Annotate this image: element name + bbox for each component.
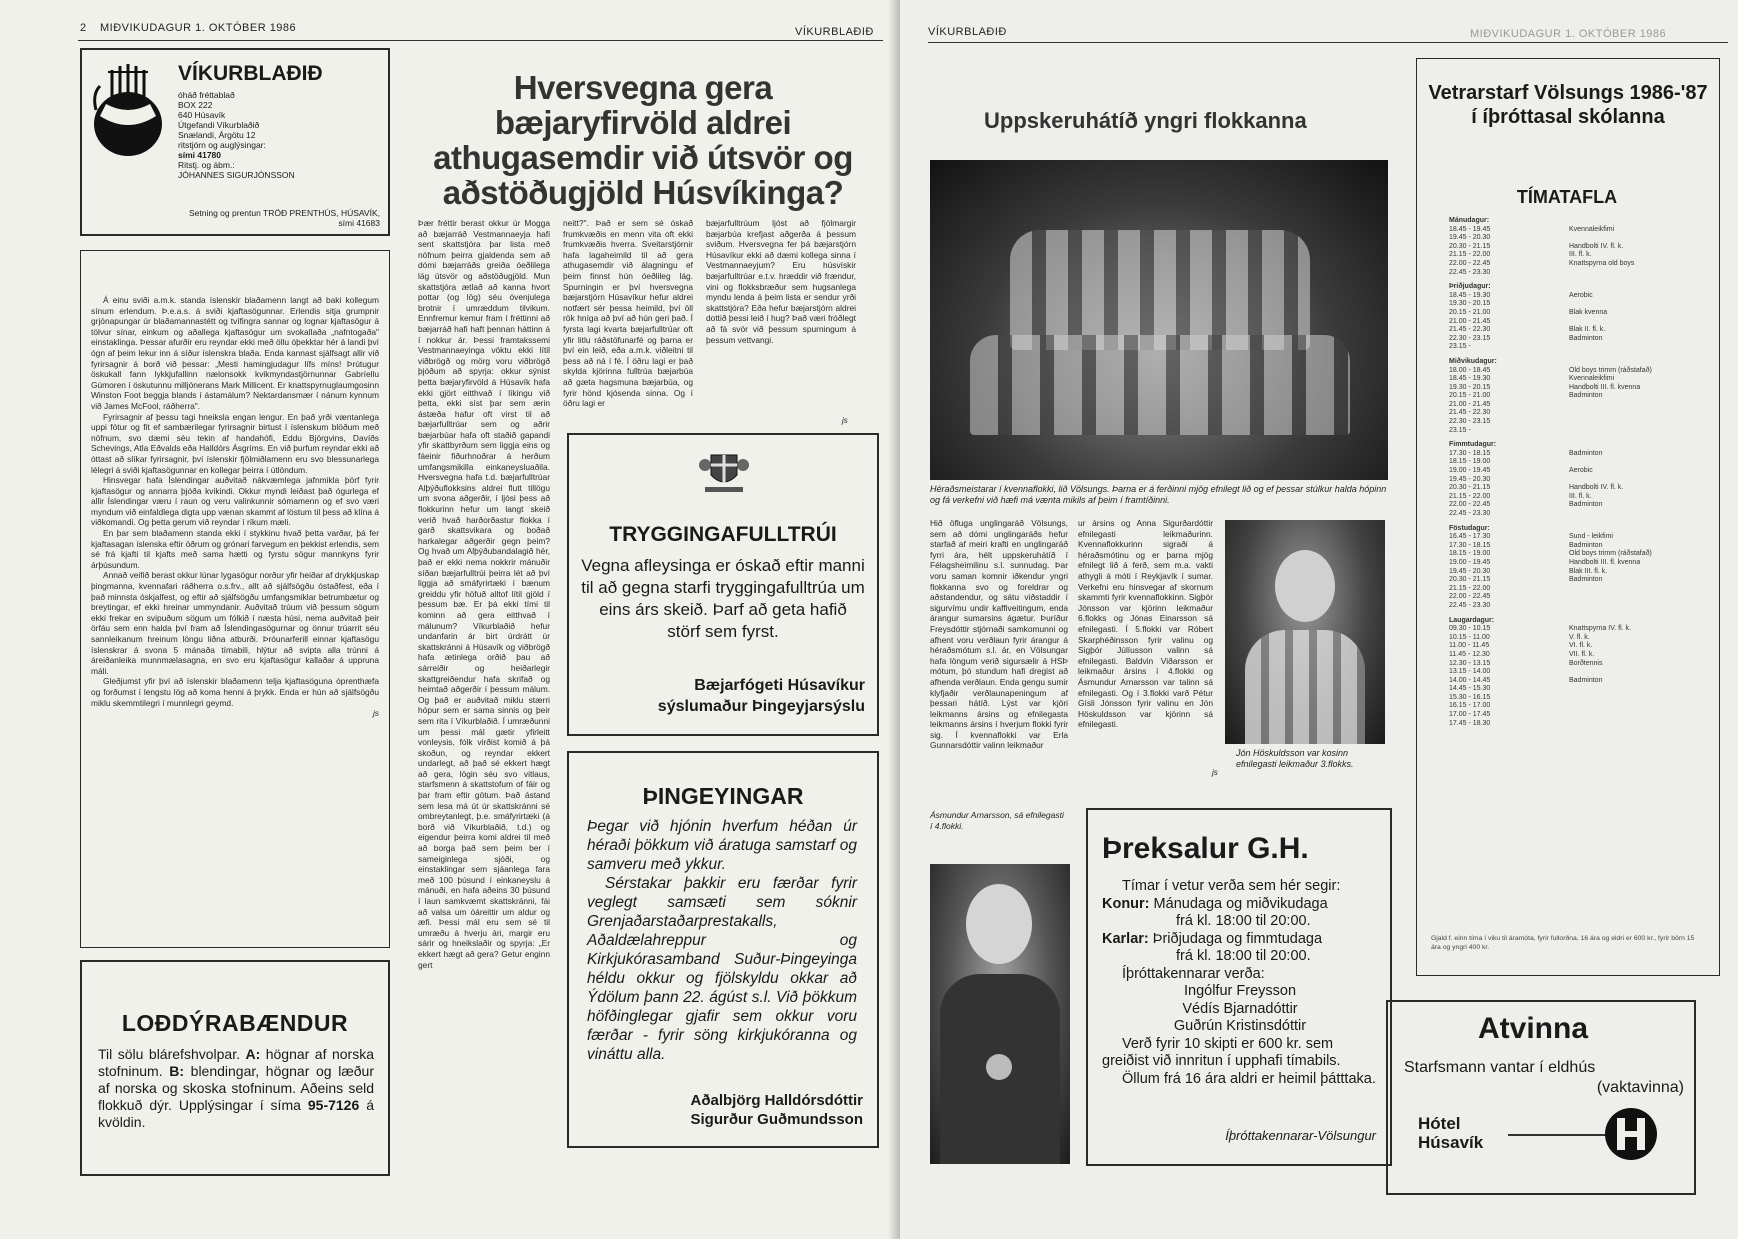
schedule-activity: Aerobic xyxy=(1569,467,1593,475)
lodyr-a: A: xyxy=(245,1046,261,1062)
team-photo-caption: Héraðsmeistarar í kvennaflokki, lið Völsungs. Þarna er á ferðinni mjög efnilegt lið og ef þessar stúlkur halda hópinn og fá verkefni við hæfi má vænta mikils af þeim í framtíðinni. xyxy=(930,484,1387,505)
schedule-time: 12.30 - 13.15 xyxy=(1449,659,1491,667)
threksalur-signature: Íþróttakennarar-Völsungur xyxy=(1225,1128,1376,1143)
konur-time: frá kl. 18:00 til 20:00. xyxy=(1176,913,1311,929)
trygging-signature xyxy=(658,675,865,717)
teachers-list xyxy=(1102,983,1378,1036)
schedule-time: 22.00 - 22.45 xyxy=(1449,259,1491,267)
schedule-time: 20.30 - 21.15 xyxy=(1449,484,1491,492)
schedule-time: 22.45 - 23.30 xyxy=(1449,510,1491,517)
schedule-row xyxy=(1449,392,1699,401)
schedule-time: 17.30 - 18.15 xyxy=(1449,541,1491,549)
schedule-activity xyxy=(1569,300,1689,309)
schedule-time: 22.00 - 22.45 xyxy=(1449,593,1491,601)
trygging-title: TRYGGINGAFULLTRÚI xyxy=(609,523,837,546)
team-photo xyxy=(930,160,1388,480)
editorial-paragraph: Gleðjumst yfir því að íslenskir blaðamenn telja kjaftasöguna óprenthæfa og forðumst í lengstu lög að koma henni á þrykk. Enda er hún að sjálfsögðu miklu skemmtilegri í munnlegri geymd. xyxy=(91,676,379,708)
schedule-time: 14.00 - 14.45 xyxy=(1449,676,1491,684)
schedule-row xyxy=(1449,685,1699,694)
schedule-row xyxy=(1449,602,1699,611)
portrait-jon-face xyxy=(1275,550,1335,622)
schedule-time: 18.45 - 19.30 xyxy=(1449,291,1491,299)
editorial-paragraph: Hinsvegar hafa Íslendingar auðvitað nákvæmlega jafnmikla þörf fyrir kjaftasögur og annarra þjóða kvikindi. Okkur myndi leiðast það ógurlega ef allir Íslendingar væru í raun og veru valinkunnir sómamenn og ef svo væri myndum við einfaldlega digta upp vænan skammt af löstum til þess að klína á viðkomandi. Og þetta gerum við reyndar í ríkum mæli. xyxy=(91,475,379,528)
editorial-paragraph: En þar sem blaðamenn standa ekki í stykkinu hvað þetta varðar, þá fer kjaftasagan íslenska eftir öðrum og grónari farvegum en þekkist erlendis, sem sé frá kjafti til kjafts með sama hætti og fyrstu sögur mannkyns fyrir árþúsundum. xyxy=(91,528,379,570)
schedule-activity: Handbolti III. fl. kvenna xyxy=(1569,383,1641,391)
schedule-row xyxy=(1449,260,1699,269)
schedule-time: 19.30 - 20.15 xyxy=(1449,383,1491,391)
schedule-row xyxy=(1449,660,1699,669)
teachers-intro: Íþróttakennarar verða: xyxy=(1122,965,1265,982)
schedule-time: 20.15 - 21.00 xyxy=(1449,392,1491,400)
schedule-activity xyxy=(1569,602,1689,611)
schedule-activity: Blak III. fl. k. xyxy=(1569,567,1608,575)
schedule-activity xyxy=(1569,318,1689,327)
thingeyingar-body xyxy=(587,817,857,1064)
editorial-signature: js xyxy=(372,708,379,719)
editorial-paragraph: Á einu sviði a.m.k. standa íslenskir blaðamenn langt að baki kollegum sínum erlendum. Þ.e.a.s. á sviði kjaftasögunnar. Erlendis sitja grumpnir grjónapungar úr blaðamannastétt og tvífingra sannar og lognar kjaftasögur á tölvur sínar, einkum og aðallega kjaftasögur um svokallaða „nafntogaða" einstaklinga. Þessar afurðir eru reyndar ekki með öllu óþekktar hér á landi því ógn af þeim lekur inn á síður íslenskra blaða. Enda kannast sjálfsagt allir við fyrirsagnir á borð við þessar: „Mesti hamingjudagur lífs míns! Þrútugur öskukall fann lykkjufallinn nælonsokk kvikmyndastjörnunnar Gabríellu Gúmoren í öskutunnu milljónerans Mark Millicent. Er knattspyrnuglaumgosinn Winston Foot beggja blands í ástamálum? Nektardansmær í nánum kynnum við James McFool, ráðherra". xyxy=(91,295,379,411)
schedule-activity xyxy=(1569,585,1689,594)
schedule-time: 19.45 - 20.30 xyxy=(1449,567,1491,575)
schedule-row xyxy=(1449,510,1699,519)
schedule-row xyxy=(1449,367,1699,376)
hotel-rule xyxy=(1508,1134,1608,1136)
lodyr-b: B: xyxy=(169,1063,185,1079)
schedule-row xyxy=(1449,642,1699,651)
schedule-activity xyxy=(1569,343,1689,352)
hotel-logo-icon xyxy=(1603,1106,1659,1162)
schedule-time: 09.30 - 10.15 xyxy=(1449,625,1491,633)
schedule-row xyxy=(1449,234,1699,243)
schedule-row xyxy=(1449,309,1699,318)
lodyr-title: LOÐDÝRABÆNDUR xyxy=(121,1010,349,1036)
konur-days: Mánudaga og miðvikudaga xyxy=(1153,895,1328,912)
schedule-activity xyxy=(1569,720,1689,729)
threksalur-intro: Tímar í vetur verða sem hér segir: xyxy=(1122,878,1341,894)
timatafla-title: TÍMATAFLA xyxy=(1516,187,1618,207)
left-header-rule xyxy=(78,40,883,41)
schedule-time: 19.45 - 20.30 xyxy=(1449,234,1491,242)
hotel-line1: Hótel xyxy=(1418,1114,1461,1133)
printer-line: Setning og prentun TRÖÐ PRENTHÚS, HÚSAVÍK, xyxy=(188,208,380,218)
hotel-name xyxy=(1418,1114,1483,1152)
schedule-row xyxy=(1449,458,1699,467)
schedule-row xyxy=(1449,625,1699,634)
schedule-time: 22.00 - 22.45 xyxy=(1449,501,1491,509)
schedule-activity xyxy=(1569,476,1689,485)
portrait-jon xyxy=(1225,520,1385,744)
schedule-row xyxy=(1449,720,1699,729)
schedule-time: 21.45 - 22.30 xyxy=(1449,326,1491,334)
main-article-col2: neitt?". Það er sem sé óskað frumkvæðis en menn vita oft ekki frumkvæðis hverra. Sveitarstjórnir hafa lagaheimild til að gera athugasemdir við álagningu ef þeim finnst hún óeðlileg lág. Spurningin er því hversvegna bæjarstjórn Húsavíkur hefur aldrei notfært sér þessa heimild, því öll rök hníga að því að hún geri það. Í fyrsta lagi kvarta bæjarfulltrúar oft yfir litlu ráðstöfunarfé og þarna er því ein leið, eða a.m.k. viðleitni til þess að ná í fé. Í öðru lagi er það skylda kjörinna fulltrúa bæjarbúa að gæta hagsmuna bæjarbúa, og fyrir hönd kjósenda sinna. Og í öðru lagi er xyxy=(563,218,693,409)
schedule-activity: III. fl. k. xyxy=(1569,492,1592,500)
schedule-row xyxy=(1449,476,1699,485)
masthead-line: Útgefandi Víkurblaðið xyxy=(178,120,260,130)
schedule-time: 20.15 - 21.00 xyxy=(1449,308,1491,316)
schedule-activity xyxy=(1569,593,1689,602)
schedule-activity: Badminton xyxy=(1569,541,1603,549)
schedule-row xyxy=(1449,226,1699,235)
atvinna-body1: Starfsmann vantar í eldhús xyxy=(1404,1059,1596,1076)
thingeyingar-p1: Þegar við hjónin hverfum héðan úr héraði þökkum við áratuga samstarf og samveru með ykkur. xyxy=(587,818,857,873)
schedule-time: 15.30 - 16.15 xyxy=(1449,693,1491,701)
schedule-activity xyxy=(1569,685,1689,694)
printer-phone: sími 41683 xyxy=(338,218,380,228)
lodyr-p2: högnar af norska stofninum. xyxy=(98,1046,374,1079)
right-header-rule xyxy=(928,42,1728,43)
thingeyingar-ad xyxy=(567,751,879,1148)
konur-label: Konur: xyxy=(1102,895,1150,912)
schedule-row xyxy=(1449,300,1699,309)
medal-icon xyxy=(986,1054,1012,1080)
schedule-time: 22.30 - 23.15 xyxy=(1449,334,1491,342)
schedule-row xyxy=(1449,484,1699,493)
schedule-row xyxy=(1449,568,1699,577)
schedule-activity: Old boys trimm (ráðstafað) xyxy=(1569,366,1652,374)
schedule-activity: Aerobic xyxy=(1569,291,1593,299)
schedule-time: 11.00 - 11.45 xyxy=(1449,642,1490,650)
vetrarstarf-title: Vetrarstarf Völsungs 1986-'87 í íþróttasal skólanna xyxy=(1428,82,1708,128)
masthead-box xyxy=(80,48,390,236)
schedule-activity xyxy=(1569,418,1689,427)
schedule-time: 19.00 - 19.45 xyxy=(1449,558,1491,566)
schedule-time: 16.15 - 17.00 xyxy=(1449,702,1491,710)
schedule-row xyxy=(1449,651,1699,660)
schedule-row xyxy=(1449,292,1699,301)
schedule-row xyxy=(1449,343,1699,352)
karlar-days: Þriðjudaga og fimmtudaga xyxy=(1152,930,1323,947)
schedule-activity: Old boys trimm (ráðstafað) xyxy=(1569,550,1652,558)
schedule-time: 21.15 - 22.00 xyxy=(1449,492,1491,500)
schedule-row xyxy=(1449,326,1699,335)
masthead-line: ritstjórn og auglýsingar: xyxy=(178,140,266,150)
main-article-col1: Þær fréttir berast okkur úr Mogga að bæjarráð Vestmannaeyja hafi sent skattstjóra þar lista með nöfnum þeirra gjaldenda sem að dómi bæjarráðs greiða óeðlilega lág útsvör og aðstöðugjöld. Mun skattstjóra ætlað að kanna hvort pottar (og lög) séu óvenjulega brotnir í umræddum tilvikum. Ennfremur kemur fram í fréttinni að bæjarráð hafi haft þennan háttinn á í nokkur ár. Þessi framtakssemi Vestmannaeyinga vöktu ekki lítil viðbrögð og mörg voru viðbrögð þjóðum að spyrja: okkur sýnist þetta bæjaryfirvöld á Húsavík hafa ekki gjört eitthvað í líkingu við þetta, ekki síst þar sem ærin ástæða hafur oft virst til að bæjarfulltrúar sem og aðrir bæjarbúar hafa oft staðið gapandi yfir skattbyrðum sem liggja eins og fáeinir fiðurhnoðrar á herðum umfangsmikilla einkaneysluaðila. Hversvegna hafa t.d. bæjarfulltrúar Alþýðuflokksins aldrei flutt tillögu um svona aðgerðir, í ljósi þess að flokkurinn hefur um langt skeið verið hvað harðorðastur flokka í garð skattsvikara og boðað harkalegar aðgerðir gegn þeim? Og hvað um Alþýðubandalagið hér, það er ekki nema nokkrir mánuðir síðan bæjarfulltrúi þeirra lét að því liggja að smáfyrirtæki í bænum greiddu yfir höfuð alltof lítil gjöld í þessum bæ. Er þá ekki tími til kominn að gera eitthvað í málunum? Víkurblaðið hefur undanfarin ár birt úrdrátt úr skattskránni á Húsavík og viðbrögð hafa ætinlega orðið þau að sárreiðir og heiðarlegir skattgreiðendur hafa skrifað og heimtað aðgerðir í þessum málum. Og það er auðvitað miklu stærri hópur sem er sama sinnis og þeir sem rita í Víkurblaðið. Í umræðunni um þessi mál gætir yfirleitt vonleysis, fólk virðist komið á þá skoðun, og reyndar ekkert undarlegt, að það sé ekkert hægt að gera, lögin séu svo vitlaus, starfsmenn á skattstofum of fáir og þar fram eftir götum. Það ástand sem lesa má út úr skattskránni sé ombreytanlegt, þ.e. smáfyrirtæki (á borð við Víkurblaðið, t.d.) og eigendur þeirra komi aldrei til með að borga það sem þeim ber í sameiginlega sjóði, og einstaklingar sem sjáanlega fara með 100 þúsund í einkaneyslu á mánuði, en hafa aðeins 30 þúsund í laun samkvæmt skattskránni, fái að valsa um óáreittir um aldur og æfi. Þessi mál eru sem sé til umræðu á hverju ári, margir eru sárir og hneikslaðir og spyrja: „Er ekkert hægt að gera? Getur enginn gert xyxy=(418,218,550,970)
portrait-asmundur-caption: Ásmundur Arnarsson, sá efnilegasti í 4.flokki. xyxy=(930,810,1064,831)
schedule-row xyxy=(1449,694,1699,703)
viking-ship-logo xyxy=(90,64,166,158)
schedule-time: 23.15 - xyxy=(1449,343,1471,351)
schedule-time: 18.15 - 19.00 xyxy=(1449,458,1491,466)
schedule-activity: Handbolti IV. fl. k. xyxy=(1569,484,1624,492)
schedule-time: 22.45 - 23.30 xyxy=(1449,268,1491,276)
schedule-time: 16.45 - 17.30 xyxy=(1449,533,1491,541)
teacher-name: Ingólfur Freysson xyxy=(1183,983,1297,999)
schedule-time: 20.30 - 21.15 xyxy=(1449,576,1491,584)
portrait-asmundur xyxy=(930,864,1070,1164)
schedule-time: 21.00 - 21.45 xyxy=(1449,317,1491,325)
schedule-time: 18.00 - 18.45 xyxy=(1449,366,1491,374)
schedule-time: 17.00 - 17.45 xyxy=(1449,711,1491,719)
schedule-row xyxy=(1449,668,1699,677)
atvinna-ad xyxy=(1386,1000,1696,1195)
schedule-activity: Kvennaleikfimi xyxy=(1569,225,1615,233)
schedule-table xyxy=(1449,211,1699,728)
trygging-sig1: Bæjarfógeti Húsavíkur xyxy=(694,677,865,694)
threksalur-price: Verð fyrir 10 skipti er 600 kr. sem greiðist við innritun í upphafi tímabils. xyxy=(1102,1035,1341,1069)
schedule-row xyxy=(1449,450,1699,459)
uppskera-col1: Hið öfluga unglingaráð Völsungs, sem að dómi unglingaráðs hefur starfað af meiri krafti en unglingaráð fyrri ára, hélt uppskeruhátíð í Félagsheimilinu s.l. sunnudag. Þar voru saman komnir iðkendur yngri flokkanna svo og foreldrar og aðstandendur, og sátu viðstaddir í sigurvímu undir kaffiveitingum, enda árangur sumarsins ágætur. Þuríður Freysdóttir stjórnaði samkomunni og afhent voru verðlaun fyrir árangur á héraðsmótum s.l. ár, en Völsungar hafa löngum verið sigursælir á HSÞ mótum, þó stundum hafi dregist að afhenda verðlaun. Enda gengu sumir klyfjaðir verðlaunapeningum af þessari hátíð. Lýst var kjöri leikmanns ársins og efnilegasta leikmanns ársins í hverjum flokki fyrir sig. Í kvennaflokki var Erla Gunnarsdóttir valinn leikmaður xyxy=(930,518,1068,751)
thingeyingar-p2: Sérstakar þakkir eru færðar fyrir veglegt samsæti sem sóknir Grenjaðarstaðarprestakalls, Aðaldælahreppur og Kirkjukórasamband Suður-Þingeyinga héldu okkur og fjölskyldu okkar að Ýdölum þann 22. ágúst s.l. Við þökkum höfðinglegar gjafir sem okkur voru færðar - fyrir söng kirkjukóranna og vináttu alla. xyxy=(587,875,857,1063)
schedule-activity: Badminton xyxy=(1569,449,1603,457)
schedule-row xyxy=(1449,576,1699,585)
schedule-time: 14.45 - 15.30 xyxy=(1449,685,1491,693)
schedule-time: 20.30 - 21.15 xyxy=(1449,242,1491,250)
schedule-time: 19.45 - 20.30 xyxy=(1449,475,1491,483)
main-article-signature: js xyxy=(842,416,848,425)
right-page-date: MIÐVIKUDAGUR 1. OKTÓBER 1986 xyxy=(1470,28,1667,40)
schedule-activity: Blak II. fl. k. xyxy=(1569,326,1606,334)
karlar-time: frá kl. 18:00 til 20:00. xyxy=(1176,948,1311,964)
editorial-paragraph: Fyrirsagnir af þessu tagi hneiksla engan lengur. En það yrði væntanlega uppi fótur og fit ef sambærilegar fyrirsagnir birtust í íslenskum blöðum með nöfnum, svo dæmi séu tekin af handahófi, Eddu Björgvins, Davíðs Schevings, Atla Eðvalds eða Halldórs Ásgríms. En við þurfum reyndar ekki að óttast að slíkar fyrirsagnir, því íslenskir fjölmiðlamenn eru svo blessunarlega lélegri á sviði kjaftasögunnar en kollegar þeirra í útlöndum. xyxy=(91,411,379,475)
left-page-date: MIÐVIKUDAGUR 1. OKTÓBER 1986 xyxy=(100,22,297,34)
main-article-col3: bæjarfulltrúum ljóst að fjölmargir bæjarbúa krefjast aðgerða á þessum sviðum. Hversvegna fer þá bæjarstjórn Húsavíkur ekki að dæmi kollega sinna í Vestmannaeyjum? Eru húsvískir bæjarfulltrúar e.t.v. hræddir við frændur, vini og flokksbræður sem hugsanlega myndu lenda á þeim lista er sendur yrði skattstjóra? Eða hefur bæjarstjórn aldrei dottið þessi leið í hug? Það væri fróðlegt að fá svör við þessum spurningum á þessum vettvangi. xyxy=(706,218,856,345)
threksalur-ad xyxy=(1086,808,1392,1166)
schedule-activity xyxy=(1569,711,1689,720)
schedule-time: 18.45 - 19.30 xyxy=(1449,375,1491,383)
lodyr-p3: blendingar, högnar og læður af norska og skoska stofninum. Aðeins seld flokkuð dýr. Upplýsingar í síma xyxy=(98,1063,375,1113)
schedule-activity: Handbolti IV. fl. k. xyxy=(1569,242,1624,250)
schedule-activity xyxy=(1569,694,1689,703)
schedule-activity: Badminton xyxy=(1569,501,1603,509)
schedule-time: 23.15 - xyxy=(1449,426,1471,434)
schedule-time: 17.45 - 18.30 xyxy=(1449,719,1491,727)
lodyrabaendur-ad xyxy=(80,960,390,1176)
schedule-row xyxy=(1449,251,1699,260)
schedule-activity: Badminton xyxy=(1569,334,1603,342)
schedule-row xyxy=(1449,318,1699,327)
schedule-row xyxy=(1449,501,1699,510)
schedule-activity: Knattspyrna old boys xyxy=(1569,259,1635,267)
schedule-activity: Badminton xyxy=(1569,392,1603,400)
schedule-row xyxy=(1449,711,1699,720)
thingeyingar-signature xyxy=(691,1091,864,1129)
schedule-row xyxy=(1449,634,1699,643)
vetrarstarf-footnote: Gjald f. einn tíma í viku til áramóta, fyrir fullorðna, 16 ára og eldri er 600 kr., fyrir börn 15 ára og yngri 400 kr. xyxy=(1431,935,1695,951)
editorial-paragraph: Annað veifið berast okkur lúnar lygasögur norður yfir heiðar af drykkjuskap þingmanna, kvennafari ráðherra o.s.frv., allt að sjálfsögðu óstaðfest, eða í það minnsta óskjalfest, og eftir að sjálfsögðu umfangsmiklar betrumbætur og breytingar, ef ekki hreinar ummyndanir. Auðvitað trúum við þessum sögum ekki frekar en svipuðum sögum um fólkið í næsta húsi, nema auðvitað þeir örfáu sem enn halda því fram að Íslendingasögurnar og önnur trúarrit séu sannleikanum hreinum löngu liðna atburði. Þróunarferill einnar kjaftasögu íslenskrar á svona 5 mánaða tímabili, hlýtur að svipta alla trúnni á áreiðanleika munnmælasagna, en svo eru kjaftasögur kallaðar á uppruna máli. xyxy=(91,570,379,676)
lodyr-p1b: shvolpar. xyxy=(183,1046,240,1062)
atvinna-title: Atvinna xyxy=(1478,1012,1589,1045)
schedule-time: 19.30 - 20.15 xyxy=(1449,300,1491,308)
right-page xyxy=(900,0,1738,1239)
karlar-label: Karlar: xyxy=(1102,930,1149,947)
masthead-line: 640 Húsavík xyxy=(178,110,226,120)
left-running-head: VÍKURBLAÐIÐ xyxy=(795,26,874,38)
masthead-details xyxy=(178,90,295,180)
masthead-line: BOX 222 xyxy=(178,100,213,110)
schedule-row xyxy=(1449,585,1699,594)
vetrarstarf-box xyxy=(1416,58,1720,976)
schedule-day: Miðvikudagur: xyxy=(1449,357,1497,365)
schedule-row xyxy=(1449,335,1699,344)
schedule-activity: Kvennaleikfimi xyxy=(1569,375,1615,383)
schedule-day: Þriðjudagur: xyxy=(1449,283,1491,291)
lodyr-p4: á kvöldin. xyxy=(98,1097,375,1130)
lodyr-phone: 95-7126 xyxy=(307,1097,360,1113)
thingeyingar-sig1: Aðalbjörg Halldórsdóttir xyxy=(690,1092,863,1109)
schedule-activity: VII. fl. k. xyxy=(1569,650,1595,658)
schedule-row xyxy=(1449,533,1699,542)
schedule-time: 18.45 - 19.45 xyxy=(1449,225,1491,233)
schedule-row xyxy=(1449,493,1699,502)
schedule-row xyxy=(1449,384,1699,393)
schedule-activity xyxy=(1569,427,1689,436)
team-back-row xyxy=(1010,230,1310,350)
masthead-printer xyxy=(189,208,380,228)
trygging-ad xyxy=(567,433,879,736)
schedule-row xyxy=(1449,677,1699,686)
schedule-row xyxy=(1449,409,1699,418)
schedule-activity: Borðtennis xyxy=(1569,659,1603,667)
teacher-name: Védís Bjarnadóttir xyxy=(1182,1000,1298,1017)
schedule-row xyxy=(1449,269,1699,278)
editorial-box xyxy=(80,250,390,948)
schedule-row xyxy=(1449,418,1699,427)
thingeyingar-sig2: Sigurður Guðmundsson xyxy=(690,1111,863,1128)
schedule-row xyxy=(1449,467,1699,476)
schedule-time: 13.15 - 14.00 xyxy=(1449,668,1491,676)
uppskera-headline: Uppskeruhátíð yngri flokkanna xyxy=(984,108,1307,133)
schedule-activity xyxy=(1569,401,1689,410)
masthead-line: JÓHANNES SIGURJÓNSSON xyxy=(178,170,295,180)
schedule-day: Laugardagur: xyxy=(1449,616,1495,624)
schedule-row xyxy=(1449,427,1699,436)
schedule-time: 21.15 - 22.00 xyxy=(1449,584,1491,592)
threksalur-body xyxy=(1102,878,1378,1088)
schedule-day: Fimmtudagur: xyxy=(1449,441,1497,449)
threksalur-open: Öllum frá 16 ára aldri er heimil þátttaka. xyxy=(1122,1070,1376,1087)
schedule-time: 10.15 - 11.00 xyxy=(1449,633,1490,641)
schedule-activity: VI. fl. k. xyxy=(1569,642,1593,650)
schedule-time: 18.15 - 19.00 xyxy=(1449,550,1491,558)
schedule-time: 21.45 - 22.30 xyxy=(1449,409,1491,417)
schedule-time: 17.30 - 18.15 xyxy=(1449,449,1491,457)
schedule-activity xyxy=(1569,458,1689,467)
uppskera-col2: ur ársins og Anna Sigurðardóttir efnilegasti leikmaðurinn. Kvennaflokkurinn sigraði á héraðsmótinu og er þarna mjög efnilegt lið á ferð, sem m.a. vakti athygli á móti í Reykjavík í sumar. Verkefni eru hinsvegar af skornum skammti fyrir kvennaflokkinn. Sigþór Jónsson var kjörinn leikmaður 6.flokks og Jónas Einarsson sá efnilegasti. Í 5.flokki var Róbert Skarphéðinsson fyrir valinu og Sigþór Júlíusson valinn sá efnilegasti. Baldvin Viðarsson er leikmaður ársins í 4.flokki og Ásmundur Arnarsson var talinn sá efnilegasti. Og í 3.flokki varð Pétur Gísli Jónsson fyrir valinu en Jón Höskuldsson var kjörinn sá efnilegasti. xyxy=(1078,518,1213,730)
thingeyingar-title: ÞINGEYINGAR xyxy=(642,783,804,809)
schedule-activity: III. fl. k. xyxy=(1569,251,1592,259)
portrait-asmundur-face xyxy=(966,884,1032,964)
masthead-line: sími 41780 xyxy=(178,150,222,160)
trygging-body: Vegna afleysinga er óskað eftir manni til að gegna starfi tryggingafulltrúa um eins árs skeið. Þarf að geta hafið störf sem fyrst. xyxy=(581,556,865,641)
schedule-row xyxy=(1449,559,1699,568)
threksalur-title: Þreksalur G.H. xyxy=(1102,832,1309,865)
portrait-jon-jacket xyxy=(1245,630,1365,744)
teacher-name: Guðrún Kristinsdóttir xyxy=(1173,1018,1307,1034)
schedule-row xyxy=(1449,593,1699,602)
lodyr-body xyxy=(98,1046,374,1131)
schedule-activity: Badminton xyxy=(1569,576,1603,584)
schedule-row xyxy=(1449,550,1699,559)
left-page-number: 2 xyxy=(80,22,87,34)
schedule-time: 22.30 - 23.15 xyxy=(1449,418,1491,426)
schedule-row xyxy=(1449,375,1699,384)
portrait-jon-caption: Jón Höskuldsson var kosinn efnilegasti leikmaður 3.flokks. xyxy=(1236,748,1354,769)
schedule-activity xyxy=(1569,409,1689,418)
masthead-line: Ritstj. og ábm.: xyxy=(178,160,235,170)
schedule-activity: Sund - leikfimi xyxy=(1569,533,1613,541)
schedule-time: 21.15 - 22.00 xyxy=(1449,251,1491,259)
schedule-activity: Handbolti III. fl. kvenna xyxy=(1569,558,1641,566)
schedule-activity xyxy=(1569,510,1689,519)
schedule-activity: V. fl. k. xyxy=(1569,633,1590,641)
lodyr-p1: Til sölu bláref xyxy=(98,1046,184,1062)
schedule-activity xyxy=(1569,234,1689,243)
main-headline: Hversvegna gera bæjaryfirvöld aldrei athugasemdir við útsvör og aðstöðugjöld Húsvíkinga? xyxy=(433,69,853,211)
editorial-text xyxy=(91,295,379,935)
uppskera-signature: js xyxy=(1212,768,1218,777)
atvinna-body2: (vaktavinna) xyxy=(1596,1079,1684,1096)
schedule-day: Föstudagur: xyxy=(1449,524,1490,532)
schedule-time: 19.00 - 19.45 xyxy=(1449,467,1491,475)
schedule-day: Mánudagur: xyxy=(1449,217,1490,224)
schedule-time: 21.00 - 21.45 xyxy=(1449,400,1491,408)
schedule-activity xyxy=(1569,668,1689,677)
atvinna-body xyxy=(1404,1058,1684,1098)
schedule-time: 11.45 - 12.30 xyxy=(1449,650,1490,658)
coat-of-arms-icon xyxy=(697,445,751,495)
team-front-row xyxy=(970,335,1350,435)
masthead-line: óháð fréttablað xyxy=(178,90,235,100)
hotel-line2: Húsavík xyxy=(1418,1133,1484,1152)
schedule-row xyxy=(1449,243,1699,252)
schedule-row xyxy=(1449,702,1699,711)
masthead-title: VÍKURBLAÐIÐ xyxy=(178,62,323,85)
schedule-activity: Badminton xyxy=(1569,676,1603,684)
schedule-activity xyxy=(1569,702,1689,711)
schedule-activity: Knattspyrna IV. fl. k. xyxy=(1569,625,1631,633)
right-running-head: VÍKURBLAÐIÐ xyxy=(928,26,1007,38)
schedule-row xyxy=(1449,401,1699,410)
masthead-line: Snælandi, Árgötu 12 xyxy=(178,130,256,140)
trygging-sig2: sýslumaður Þingeyjarsýslu xyxy=(657,698,865,715)
schedule-activity: Blak kvenna xyxy=(1569,308,1608,316)
schedule-time: 22.45 - 23.30 xyxy=(1449,601,1491,609)
schedule-activity xyxy=(1569,269,1689,278)
